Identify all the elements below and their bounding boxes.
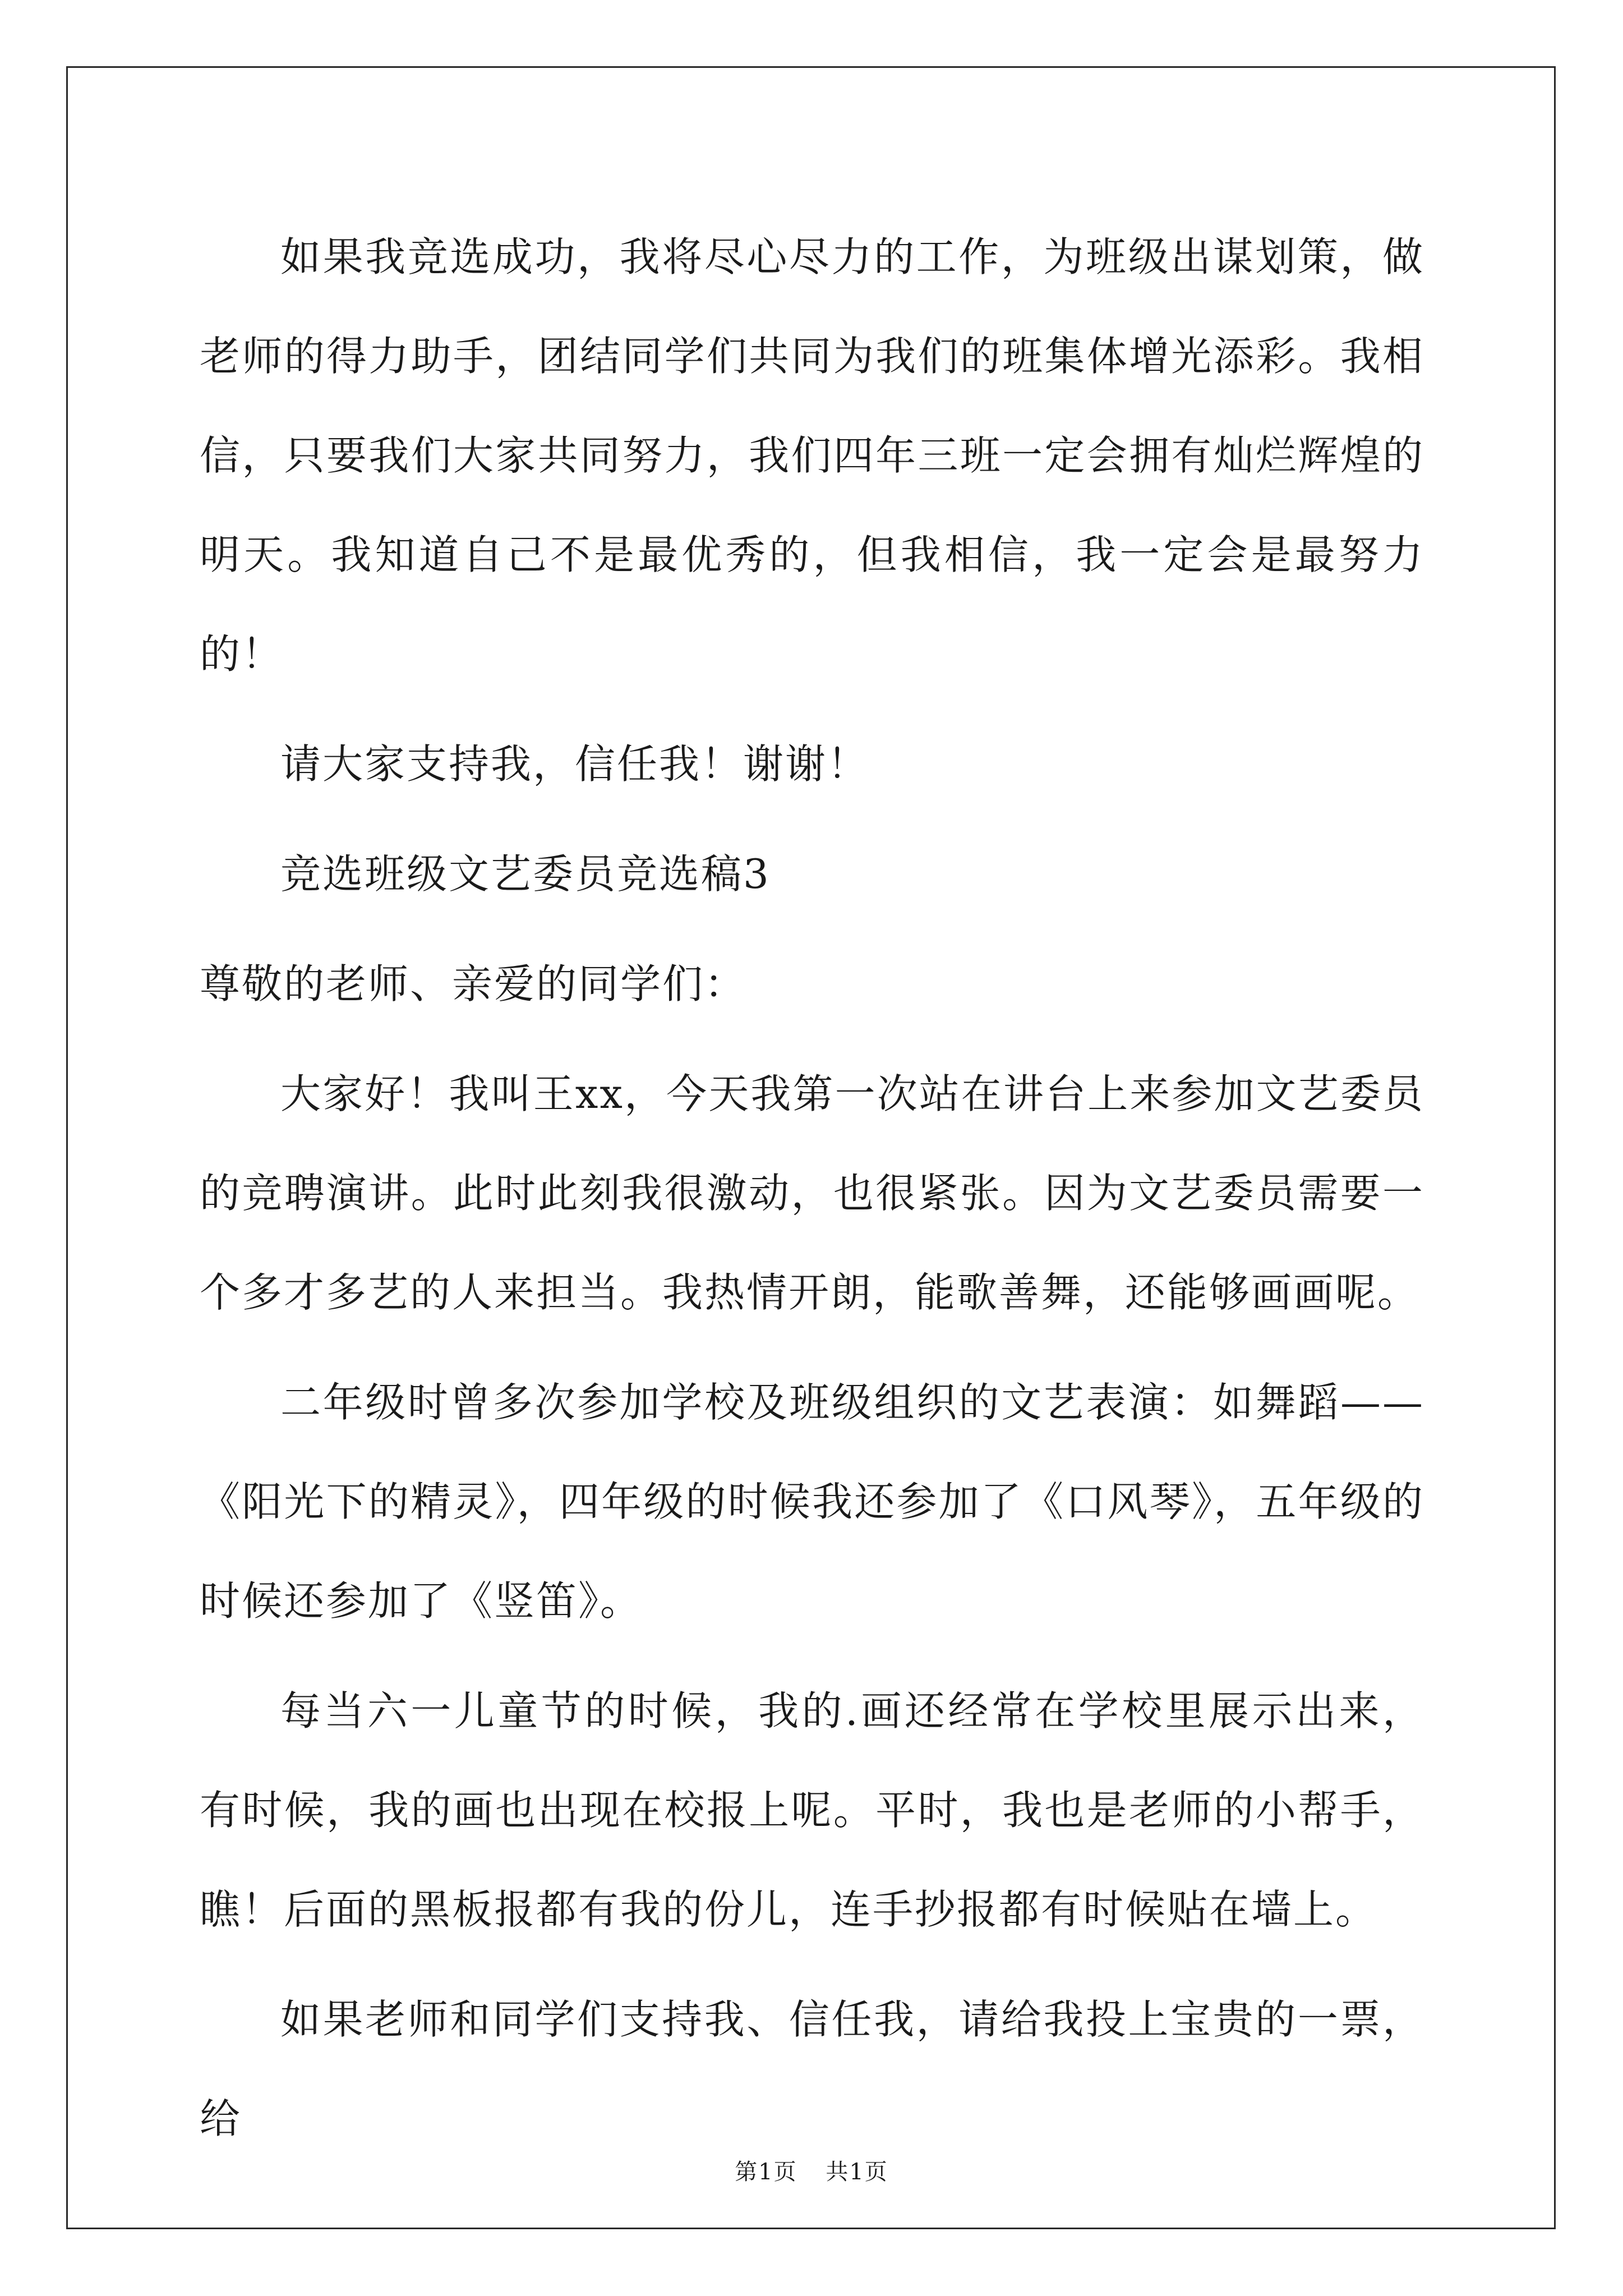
- page-footer: [0, 2154, 1623, 2186]
- page-number: 第1页: [735, 2159, 797, 2185]
- paragraph: 每当六一儿童节的时候，我的.画还经常在学校里展示出来，有时候，我的画也出现在校报上呢。平时，我也是老师的小帮手，瞧！后面的黑板报都有我的份儿，连手抄报都有时候贴在墙上。: [200, 1687, 1424, 1933]
- salutation: 尊敬的老师、亲爱的同学们：: [200, 960, 747, 1007]
- paragraph: 如果老师和同学们支持我、信任我，请给我投上宝贵的一票，给: [200, 1996, 1424, 2142]
- paragraph: 请大家支持我，信任我！谢谢！: [280, 740, 870, 788]
- paragraph: 二年级时曾多次参加学校及班级组织的文艺表演：如舞蹈——《阳光下的精灵》，四年级的时候我还参加了《口风琴》，五年级的时候还参加了《竖笛》。: [200, 1379, 1424, 1625]
- document-body: [200, 208, 1424, 2179]
- page-total: 共1页: [826, 2159, 888, 2185]
- paragraph: 大家好！我叫王xx，今天我第一次站在讲台上来参加文艺委员的竞聘演讲。此时此刻我很激动，也很紧张。因为文艺委员需要一个多才多艺的人来担当。我热情开朗，能歌善舞，还能够画画呢。: [200, 1070, 1424, 1316]
- section-heading: 竞选班级文艺委员竞选稿3: [280, 850, 771, 898]
- paragraph: 如果我竞选成功，我将尽心尽力的工作，为班级出谋划策，做老师的得力助手，团结同学们共同为我们的班集体增光添彩。我相信，只要我们大家共同努力，我们四年三班一定会拥有灿烂辉煌的明天。我知道自己不是最优秀的，但我相信，我一定会是最努力的！: [200, 233, 1424, 678]
